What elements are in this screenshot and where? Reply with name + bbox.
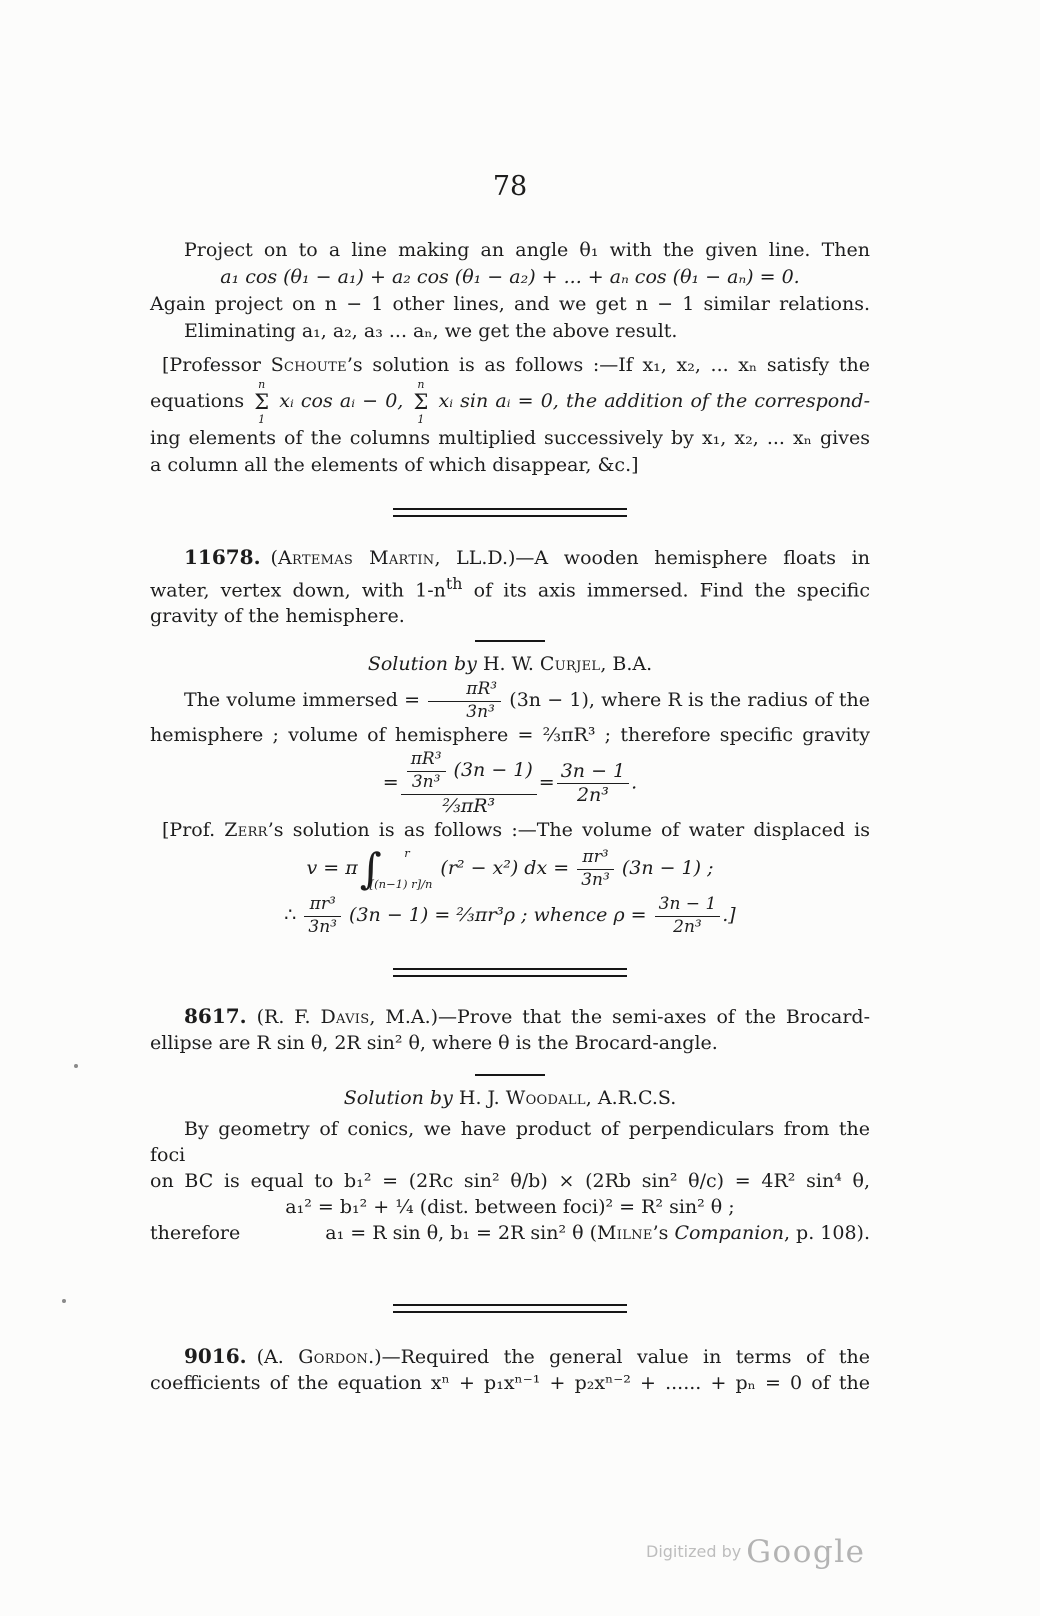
fraction-denominator: ⅔πR³ [442, 794, 496, 817]
text-block [150, 150, 870, 1396]
fraction-denominator: 2n³ [673, 916, 702, 937]
sigma-icon: Σ [413, 390, 429, 414]
fraction [304, 895, 341, 937]
section-divider-rule [393, 1304, 627, 1313]
solution-by-label: Solution by [367, 653, 483, 676]
fraction [407, 750, 446, 792]
zerr-integral-equation [150, 845, 870, 893]
sum-upper-limit: n [258, 378, 266, 391]
zerr-name: Zerr [224, 819, 268, 842]
equals-sign: = [382, 771, 399, 794]
zerr-eq1-post: (3n − 1) ; [615, 857, 714, 880]
page-number: 78 [492, 171, 528, 202]
schoute-name: Schoute [270, 354, 347, 376]
ink-speck [74, 1064, 78, 1068]
sigma-icon: Σ [254, 390, 270, 414]
integral-lower-limit: [(n−1) r]/n [369, 876, 433, 891]
ink-speck [62, 1299, 66, 1303]
problem-11678-lead: ( [270, 547, 278, 570]
summation-symbol [414, 379, 429, 425]
google-logo: Google [746, 1534, 866, 1570]
curjel-solution [150, 680, 870, 817]
solver-initials: H. J. [458, 1086, 506, 1109]
solver-initials: H. W. [482, 653, 540, 676]
schoute-line-1 [150, 352, 870, 379]
problem-8617-number: 8617. [184, 1003, 247, 1028]
therefore-symbol: ∴ [284, 904, 303, 927]
woodall-line-3: a₁² = b₁² + ¼ (dist. between foci)² = R² sin² θ ; [285, 1195, 735, 1218]
problem-11678-line2-pre: water, vertex down, with 1-n [150, 579, 446, 602]
zerr-eq2-mid: (3n − 1) = ⅔πr³ρ ; whence ρ = [343, 904, 653, 927]
problem-11678-line-2 [150, 571, 870, 603]
fraction [401, 750, 537, 817]
integral-limits [369, 845, 433, 893]
problem-8617 [150, 1003, 870, 1056]
curjel-line-2: hemisphere ; volume of hemisphere = ⅔πR³ ; therefore specific gravity [150, 724, 870, 747]
problem-9016-line-2: coefficients of the equation xⁿ + p₁xⁿ⁻¹ + p₂xⁿ⁻² + ...... + pₙ = 0 of the [150, 1371, 870, 1394]
intro-line-1: Project on to a line making an angle θ₁ with the given line. Then [184, 239, 870, 261]
curjel-display-equation [150, 750, 870, 817]
problem-8617-line-1 [150, 1003, 870, 1030]
fraction [577, 848, 614, 890]
problem-9016-tail: .)—Required the general value in terms of the [368, 1345, 870, 1368]
short-divider-rule [475, 1074, 545, 1076]
zerr-eq1-mid: (r² − x²) dx = [434, 857, 576, 880]
integral-upper-limit: r [404, 846, 410, 861]
problem-11678-line-1 [150, 544, 870, 571]
short-divider-rule [475, 640, 545, 642]
intro-paragraph [150, 237, 870, 345]
curjel-line1-post: (3n − 1), where R is the radius of the [503, 689, 871, 712]
integral [360, 845, 433, 893]
problem-11678-author: Artemas Martin [277, 547, 435, 570]
zerr-eq1-pre: v = π [306, 857, 358, 880]
fraction-numerator: πR³ [407, 750, 446, 772]
zerr-eq2-post: .] [722, 904, 736, 927]
problem-9016 [150, 1343, 870, 1396]
fraction [428, 680, 501, 722]
problem-11678 [150, 544, 870, 629]
problem-9016-line-1 [150, 1343, 870, 1370]
digitized-by-label: Digitized by [646, 1542, 747, 1561]
woodall-line-1: By geometry of conics, we have product of perpendiculars from the foci [150, 1117, 870, 1166]
sum-lower-limit: 1 [258, 413, 266, 427]
fraction [655, 895, 721, 937]
schoute-equations-label: equations [150, 390, 252, 413]
zerr-tail: ’s solution is as follows :—The volume of water displaced is [267, 819, 870, 842]
problem-8617-line-2: ellipse are R sin θ, 2R sin² θ, where θ is the Brocard-angle. [150, 1031, 718, 1054]
problem-11678-tail: , LL.D.)—A wooden hemisphere floats in [434, 547, 870, 570]
integral-icon: ∫ [359, 844, 382, 894]
fraction-numerator: πr³ [577, 848, 614, 870]
curjel-line1-pre: The volume immersed = [184, 689, 427, 712]
schoute-line-2 [150, 379, 870, 425]
problem-9016-author: Gordon [298, 1345, 369, 1368]
fraction-denominator: 2n³ [576, 784, 609, 807]
solution-by-label: Solution by [343, 1086, 459, 1109]
solution-heading-curjel [150, 650, 870, 678]
therefore-label: therefore [150, 1221, 241, 1244]
problem-11678-number: 11678. [184, 545, 261, 570]
fraction-denominator: 3n³ [581, 869, 610, 890]
zerr-conclusion-equation [150, 895, 870, 937]
schoute-line-4: a column all the elements of which disappear, &c.] [150, 454, 639, 477]
zerr-lead: [Prof. [162, 819, 225, 842]
intro-equation: a₁ cos (θ₁ − a₁) + a₂ cos (θ₁ − a₂) + ... + aₙ cos (θ₁ − aₙ) = 0. [220, 266, 800, 288]
fraction-numerator: πR³ [428, 680, 501, 702]
zerr-line-1 [150, 817, 870, 843]
milne-name: Milne [597, 1221, 653, 1244]
woodall-line4-eq: a₁ = R sin θ, b₁ = 2R sin² θ ( [325, 1221, 598, 1244]
zerr-solution [150, 817, 870, 937]
fraction-denominator: 3n³ [466, 701, 495, 722]
woodall-solution [150, 1116, 870, 1246]
woodall-line4-mid: ’s [652, 1221, 675, 1244]
numerator-factor: (3n − 1) [447, 759, 533, 782]
solution-heading-woodall [150, 1084, 870, 1112]
problem-9016-number: 9016. [184, 1343, 247, 1368]
nth-superscript: th [445, 574, 463, 594]
schoute-open: [Professor [162, 354, 271, 376]
equals-sign: = [538, 771, 555, 794]
schoute-after-name: ’s solution is as follows :—If x₁, x₂, ... xₙ satisfy the [346, 354, 870, 376]
fraction-numerator [401, 750, 537, 794]
problem-11678-line2-post: of its axis immersed. Find the specific [462, 579, 870, 602]
digitized-by-watermark [646, 1534, 865, 1570]
solver-degree: , B.A. [600, 653, 653, 676]
problem-8617-lead: (R. F. [256, 1005, 321, 1028]
fraction-numerator: πr³ [304, 895, 341, 917]
solver-degree: , A.R.C.S. [585, 1086, 677, 1109]
sum-upper-limit: n [417, 378, 425, 391]
section-divider-rule [393, 508, 627, 517]
problem-8617-tail: , M.A.)—Prove that the semi-axes of the Brocard- [369, 1005, 870, 1028]
schoute-sum1-body: xᵢ cos aᵢ − 0, [272, 390, 411, 413]
solver-name: Woodall [505, 1086, 586, 1109]
problem-8617-author: Davis [320, 1005, 370, 1028]
fraction-numerator: 3n − 1 [557, 761, 629, 785]
fraction-numerator: 3n − 1 [655, 895, 721, 917]
fraction-denominator: 3n³ [308, 916, 338, 937]
problem-11678-line-3: gravity of the hemisphere. [150, 605, 405, 628]
companion-title: Companion [674, 1221, 784, 1244]
period: . [631, 771, 638, 794]
schoute-paragraph [150, 352, 870, 479]
solver-name: Curjel [539, 653, 601, 676]
intro-line-2: Again project on n − 1 other lines, and we get n − 1 similar relations. [150, 293, 870, 315]
sum-lower-limit: 1 [417, 413, 425, 427]
problem-9016-lead: (A. [256, 1345, 299, 1368]
woodall-line-4 [150, 1220, 870, 1246]
woodall-line4-equation [325, 1220, 870, 1246]
woodall-line-2: on BC is equal to b₁² = (2Rc sin² θ/b) × (2Rb sin² θ/c) = 4R² sin⁴ θ, [150, 1169, 870, 1192]
section-divider-rule [393, 968, 627, 977]
fraction-denominator: 3n³ [411, 772, 441, 793]
summation-symbol [254, 379, 269, 425]
curjel-line-1 [150, 680, 870, 722]
schoute-sum2-body: xᵢ sin aᵢ = 0, the addition of the correspond- [431, 390, 870, 413]
schoute-line-3: ing elements of the columns multiplied successively by x₁, x₂, ... xₙ gives [150, 427, 870, 450]
woodall-line4-tail: , p. 108). [783, 1221, 870, 1244]
fraction [557, 761, 629, 808]
intro-line-3: Eliminating a₁, a₂, a₃ ... aₙ, we get the above result. [184, 320, 678, 342]
